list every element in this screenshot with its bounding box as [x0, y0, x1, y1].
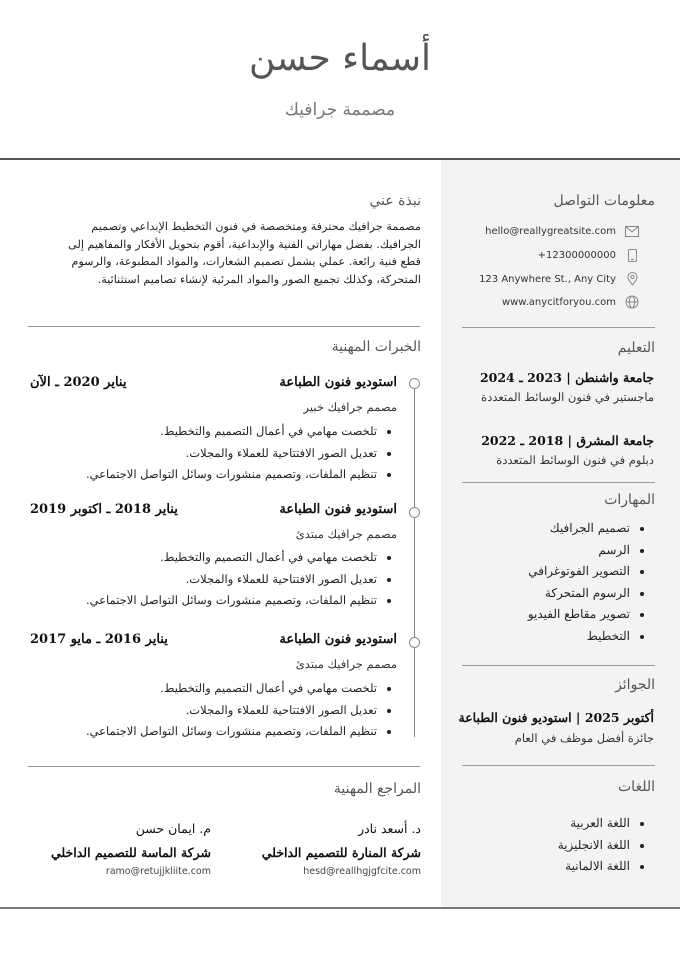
job-bullets — [86, 678, 397, 743]
list-item: • تلخصت مهامي في أعمال التصميم والتخطيط. — [86, 678, 377, 700]
about-paragraph — [27, 218, 421, 288]
timeline-dot — [409, 378, 420, 389]
contact-website[interactable]: www.anycitforyou.com — [501, 296, 616, 308]
list-item: • تنظيم الملفات، وتصميم منشورات وسائل التواصل الاجتماعي. — [86, 590, 377, 612]
job-role: مصمم جرافيك مبتدئ — [295, 527, 397, 541]
reference-email[interactable]: hesd@reallhgjgfcite.com — [303, 866, 421, 877]
about-title: نبذة عني — [369, 193, 421, 209]
contact-address: 123 Anywhere St., Any City — [479, 273, 616, 285]
resume-header — [0, 0, 680, 158]
contact-email[interactable]: hello@reallygreatsite.com — [485, 225, 616, 237]
mail-icon — [624, 224, 640, 238]
list-item: • تنظيم الملفات، وتصميم منشورات وسائل التواصل الاجتماعي. — [86, 464, 377, 486]
job-bullets — [86, 421, 397, 486]
awards-title: الجوائز — [615, 677, 655, 693]
reference-name: د. أسعد نادر — [358, 821, 421, 836]
location-pin-icon — [624, 272, 640, 286]
education-item-head: جامعة واشنطن | 2023 ـ 2024 — [479, 370, 654, 385]
list-item: • تلخصت مهامي في أعمال التصميم والتخطيط. — [86, 421, 377, 443]
timeline-line — [414, 385, 415, 737]
list-item: • تعديل الصور الافتتاحية للعملاء والمجلات. — [86, 569, 377, 591]
education-item-sub: دبلوم في فنون الوسائط المتعددة — [496, 453, 654, 467]
sidebar-divider — [462, 482, 655, 483]
job-role: مصمم جرافيك خبير — [303, 400, 397, 414]
list-item: • اللغة الانجليزية — [558, 835, 630, 857]
list-item: • تعديل الصور الافتتاحية للعملاء والمجلات. — [86, 700, 377, 722]
person-title: مصممة جرافيك — [284, 100, 396, 120]
job-bullets — [86, 547, 397, 612]
languages-title: اللغات — [618, 779, 655, 795]
contact-phone[interactable]: +12300000000 — [537, 249, 616, 261]
reference-company: شركة المنارة للتصميم الداخلي — [261, 845, 421, 860]
list-item: • اللغة العربية — [558, 813, 630, 835]
job-role: مصمم جرافيك مبتدئ — [295, 657, 397, 671]
globe-icon — [624, 295, 640, 309]
education-item-sub: ماجستير في فنون الوسائط المتعددة — [481, 390, 654, 404]
about-line: مصممة جرافيك محترفة ومتخصصة في فنون التخطيط الإبداعي وتصميم — [91, 220, 421, 233]
contact-website-row — [440, 293, 640, 311]
list-item: • تعديل الصور الافتتاحية للعملاء والمجلات. — [86, 443, 377, 465]
timeline-dot — [409, 637, 420, 648]
education-title: التعليم — [617, 340, 655, 356]
list-item: • الرسم — [528, 540, 630, 562]
contact-phone-row — [440, 246, 640, 264]
reference-email[interactable]: ramo@retujjkliite.com — [105, 866, 211, 877]
job-company: استوديو فنون الطباعة — [279, 502, 397, 517]
award-sub: جائزة أفضل موظف في العام — [514, 731, 654, 745]
phone-icon — [624, 248, 640, 262]
job-company: استوديو فنون الطباعة — [279, 375, 397, 390]
timeline-dot — [409, 507, 420, 518]
sidebar-divider — [462, 327, 655, 328]
person-name: أسماء حسن — [248, 38, 432, 79]
skills-list — [528, 518, 650, 647]
list-item: • تنظيم الملفات، وتصميم منشورات وسائل التواصل الاجتماعي. — [86, 721, 377, 743]
list-item: • التصوير الفوتوغرافي — [528, 561, 630, 583]
languages-list — [558, 813, 650, 878]
job-dates: يناير 2018 ـ اكتوبر 2019 — [30, 502, 178, 517]
job-dates: يناير 2020 ـ الآن — [30, 375, 127, 390]
reference-company: شركة الماسة للتصميم الداخلي — [50, 845, 211, 860]
sidebar-divider — [462, 765, 655, 766]
list-item: • اللغة الالمانية — [558, 856, 630, 878]
list-item: • التخطيط — [528, 626, 630, 648]
list-item: • تصوير مقاطع الفيديو — [528, 604, 630, 626]
award-head: أكتوبر 2025 | استوديو فنون الطباعة — [458, 710, 654, 725]
list-item: • تلخصت مهامي في أعمال التصميم والتخطيط. — [86, 547, 377, 569]
list-item: • الرسوم المتحركة — [528, 583, 630, 605]
about-line: المتحركة، وكذلك تجميع الصور والمواد المرئية لإنشاء تصاميم استثنائية. — [97, 272, 421, 286]
reference-name: م. ايمان حسن — [135, 821, 211, 836]
job-dates: يناير 2016 ـ مايو 2017 — [30, 632, 168, 647]
education-item-head: جامعة المشرق | 2018 ـ 2022 — [481, 433, 654, 448]
contact-email-row — [440, 222, 640, 240]
contact-title: معلومات التواصل — [553, 193, 655, 209]
job-company: استوديو فنون الطباعة — [279, 632, 397, 647]
list-item: • تصميم الجرافيك — [528, 518, 630, 540]
sidebar-divider — [462, 665, 655, 666]
main-divider — [28, 766, 420, 767]
about-line: الجرافيك. بفضل مهاراتي الفنية والإبداعية، أقوم بتحويل الأفكار والمفاهيم إلى — [68, 237, 421, 251]
skills-title: المهارات — [604, 492, 655, 508]
about-line: قطع فنية رائعة. عملي يشمل تصميم الشعارات، والمواد المطبوعة، والرسوم — [71, 255, 421, 268]
experience-title: الخبرات المهنية — [331, 339, 421, 355]
main-divider — [28, 326, 420, 327]
footer-divider — [0, 907, 680, 909]
references-title: المراجع المهنية — [333, 781, 421, 797]
contact-address-row — [440, 270, 640, 288]
